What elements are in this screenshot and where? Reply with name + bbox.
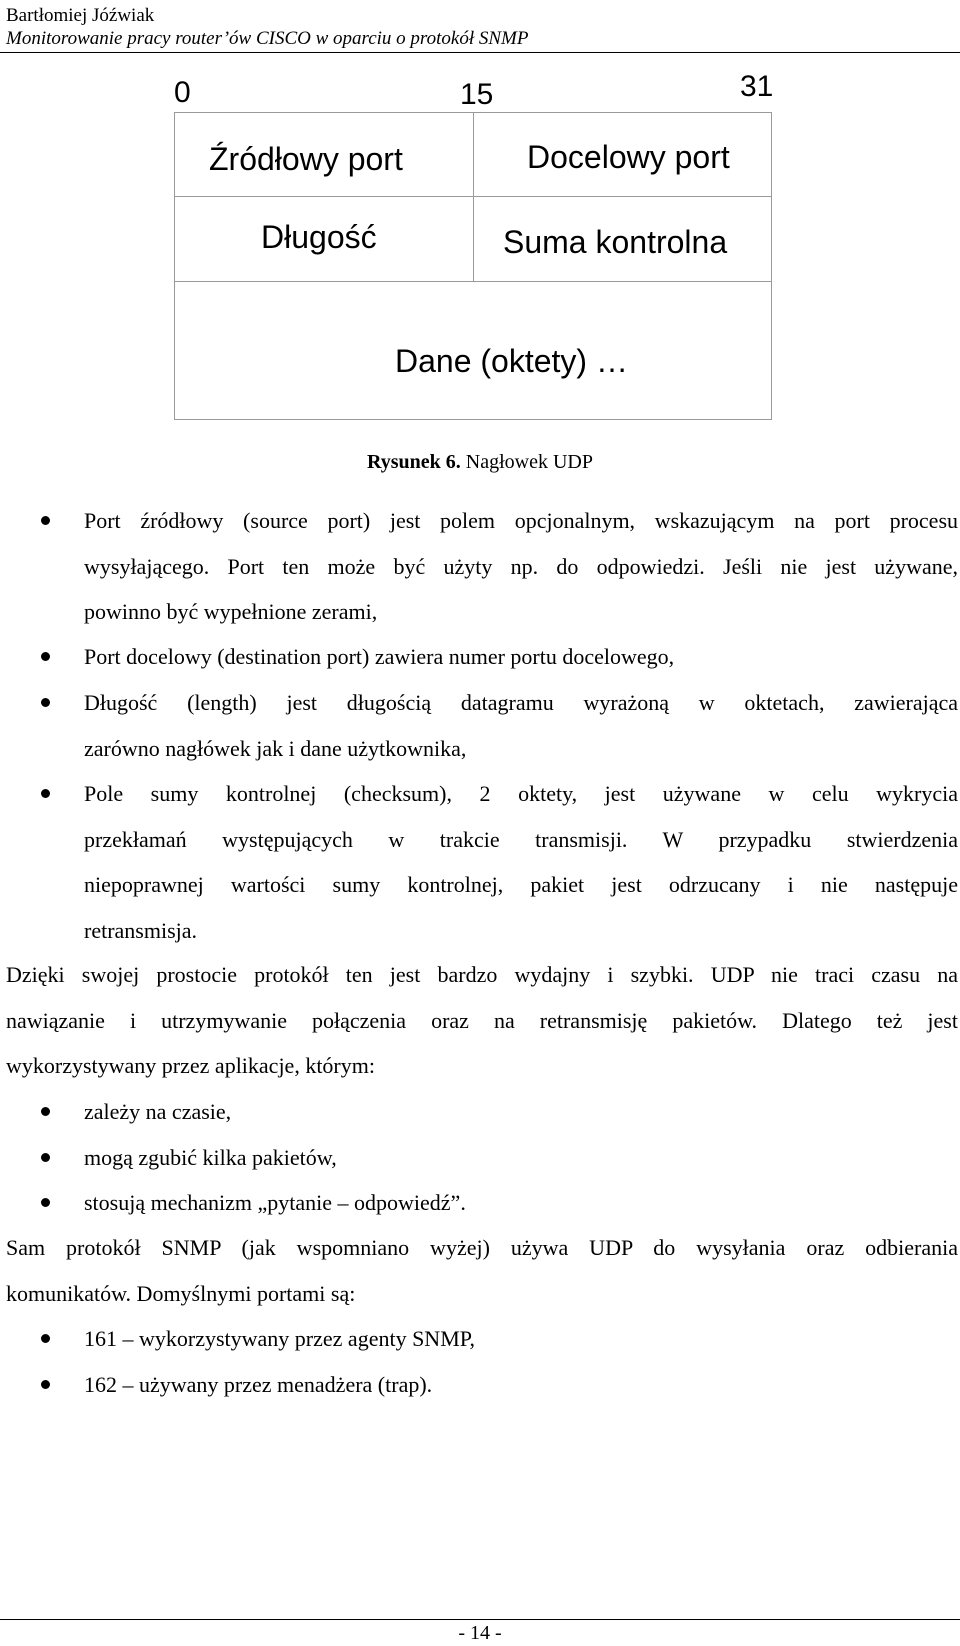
bullet-icon <box>41 1380 50 1389</box>
text-line: komunikatów. Domyślnymi portami są: <box>6 1280 356 1306</box>
document-title: Monitorowanie pracy router’ów CISCO w oparciu o protokół SNMP <box>6 28 529 49</box>
text-line: Dzięki swojej prostocie protokół ten jest bardzo wydajny i szybki. UDP nie traci czasu na <box>6 962 958 987</box>
text-line: zarówno nagłówek jak i dane użytkownika, <box>84 735 467 761</box>
header-text <box>6 4 528 50</box>
text-line: niepoprawnej wartości sumy kontrolnej, pakiet jest odrzucany i nie następuje <box>84 872 958 897</box>
text-line: Pole sumy kontrolnej (checksum), 2 oktety, jest używane w celu wykrycia <box>84 781 958 806</box>
bit-label-0: 0 <box>174 76 191 109</box>
bullet-icon <box>41 698 50 707</box>
list-item <box>84 498 958 635</box>
text-line: Port źródłowy (source port) jest polem opcjonalnym, wskazującym na port procesu <box>84 508 958 533</box>
checksum-field: Suma kontrolna <box>503 224 728 260</box>
paragraph <box>6 952 958 1089</box>
bullet-icon <box>41 652 50 661</box>
field-divider <box>473 113 474 281</box>
bit-label-31: 31 <box>740 70 774 103</box>
page-number: - 14 - <box>458 1622 502 1644</box>
list-item: mogą zgubić kilka pakietów, <box>84 1145 337 1170</box>
text-line: Port docelowy (destination port) zawiera numer portu docelowego, <box>84 644 675 669</box>
paragraph <box>6 1225 958 1316</box>
text-line: retransmisja. <box>84 917 198 943</box>
bullet-icon <box>41 1334 50 1343</box>
source-port-field: Źródłowy port <box>209 141 403 177</box>
caption-text: Nagłowek UDP <box>460 451 593 473</box>
text-line: Długość (length) jest długością datagramu wyrażoną w oktetach, zawierająca <box>84 690 958 715</box>
bullet-icon <box>41 789 50 798</box>
text-line: wykorzystywany przez aplikacje, którym: <box>6 1053 375 1078</box>
list-item: 162 – używany przez menadżera (trap). <box>84 1372 433 1397</box>
row-divider <box>175 281 771 282</box>
text-line: Sam protokół SNMP (jak wspomniano wyżej) używa UDP do wysyłania oraz odbierania <box>6 1235 958 1260</box>
text-line: powinno być wypełnione zerami, <box>84 599 378 624</box>
text-line: wysyłającego. Port ten może być użyty np. do odpowiedzi. Jeśli nie jest używane, <box>84 553 958 579</box>
text-line: nawiązanie i utrzymywanie połączenia oraz na retransmisję pakietów. Dlatego też jest <box>6 1007 958 1033</box>
row-divider <box>175 196 771 197</box>
bit-label-15: 15 <box>460 78 494 111</box>
header-rule <box>0 52 960 53</box>
list-item <box>84 771 958 953</box>
figure-caption <box>0 451 960 474</box>
list-item <box>84 680 958 771</box>
list-item: zależy na czasie, <box>84 1099 232 1124</box>
footer-rule <box>0 1619 960 1620</box>
bullet-icon <box>41 1198 50 1207</box>
length-field: Długość <box>261 219 377 255</box>
author-name: Bartłomiej Jóźwiak <box>6 5 155 26</box>
bullet-icon <box>41 516 50 525</box>
data-field: Dane (oktety) … <box>395 343 628 379</box>
bullet-icon <box>41 1153 50 1162</box>
list-item: stosują mechanizm „pytanie – odpowiedź”. <box>84 1190 466 1215</box>
list-item <box>84 634 958 680</box>
bullet-icon <box>41 1107 50 1116</box>
dest-port-field: Docelowy port <box>527 139 730 175</box>
text-line: przekłamań występujących w trakcie transmisji. W przypadku stwierdzenia <box>84 826 958 852</box>
udp-header-table <box>174 112 772 420</box>
caption-label: Rysunek 6. <box>367 451 461 473</box>
list-item: 161 – wykorzystywany przez agenty SNMP, <box>84 1326 476 1351</box>
